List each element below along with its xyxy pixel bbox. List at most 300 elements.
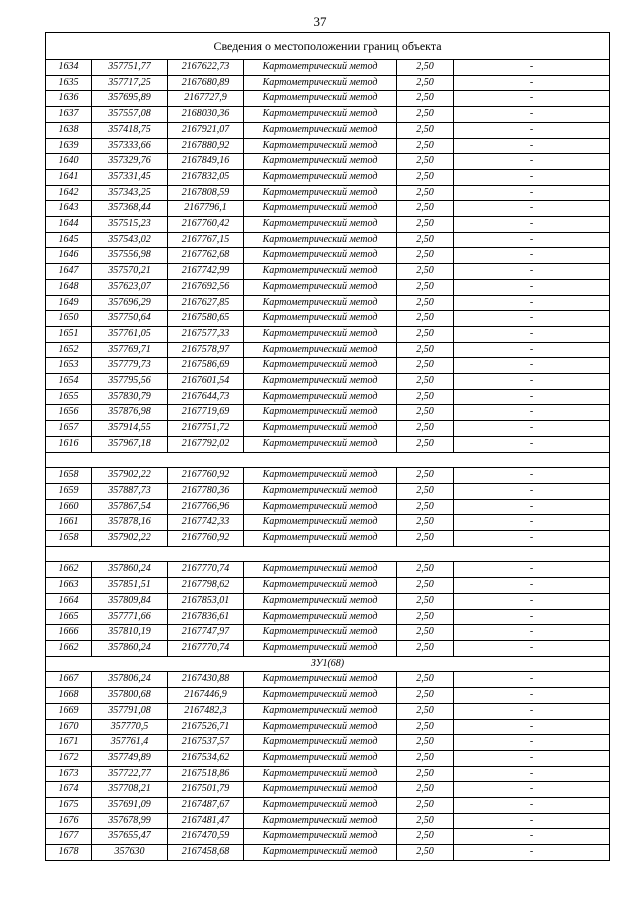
y-coordinate-cell: 2167692,56	[168, 279, 244, 295]
table-row	[46, 185, 610, 201]
point-number-cell: 1654	[46, 374, 92, 390]
description-cell: -	[454, 295, 610, 311]
x-coordinate-cell: 357770,5	[92, 719, 168, 735]
x-coordinate-cell: 357902,22	[92, 468, 168, 484]
precision-cell: 2,50	[397, 640, 454, 656]
precision-cell: 2,50	[397, 578, 454, 594]
table-row	[46, 122, 610, 138]
method-cell: Картометрический метод	[244, 264, 397, 280]
table-row	[46, 248, 610, 264]
point-number-cell: 1653	[46, 358, 92, 374]
point-number-cell: 1665	[46, 609, 92, 625]
table-row	[46, 483, 610, 499]
table-row	[46, 593, 610, 609]
x-coordinate-cell: 357800,68	[92, 688, 168, 704]
x-coordinate-cell: 357543,02	[92, 232, 168, 248]
x-coordinate-cell: 357860,24	[92, 640, 168, 656]
description-cell: -	[454, 389, 610, 405]
point-number-cell: 1650	[46, 311, 92, 327]
table-row	[46, 358, 610, 374]
precision-cell: 2,50	[397, 358, 454, 374]
table-row	[46, 798, 610, 814]
y-coordinate-cell: 2167853,01	[168, 593, 244, 609]
description-cell: -	[454, 279, 610, 295]
description-cell: -	[454, 515, 610, 531]
y-coordinate-cell: 2167537,57	[168, 735, 244, 751]
table-row	[46, 138, 610, 154]
description-cell: -	[454, 829, 610, 845]
table-row	[46, 169, 610, 185]
x-coordinate-cell: 357630	[92, 845, 168, 861]
y-coordinate-cell: 2167808,59	[168, 185, 244, 201]
method-cell: Картометрический метод	[244, 421, 397, 437]
method-cell: Картометрический метод	[244, 782, 397, 798]
x-coordinate-cell: 357717,25	[92, 75, 168, 91]
x-coordinate-cell: 357795,56	[92, 374, 168, 390]
y-coordinate-cell: 2167487,67	[168, 798, 244, 814]
table-row	[46, 766, 610, 782]
y-coordinate-cell: 2167727,9	[168, 91, 244, 107]
description-cell: -	[454, 342, 610, 358]
y-coordinate-cell: 2167760,92	[168, 468, 244, 484]
precision-cell: 2,50	[397, 703, 454, 719]
description-cell: -	[454, 138, 610, 154]
precision-cell: 2,50	[397, 468, 454, 484]
precision-cell: 2,50	[397, 169, 454, 185]
y-coordinate-cell: 2167742,33	[168, 515, 244, 531]
precision-cell: 2,50	[397, 264, 454, 280]
x-coordinate-cell: 357809,84	[92, 593, 168, 609]
point-number-cell: 1642	[46, 185, 92, 201]
boundary-coordinates-table	[45, 32, 610, 861]
table-title-row	[46, 33, 610, 60]
x-coordinate-cell: 357751,77	[92, 60, 168, 76]
precision-cell: 2,50	[397, 374, 454, 390]
x-coordinate-cell: 357761,05	[92, 326, 168, 342]
y-coordinate-cell: 2167760,92	[168, 531, 244, 547]
table-row	[46, 735, 610, 751]
description-cell: -	[454, 91, 610, 107]
method-cell: Картометрический метод	[244, 185, 397, 201]
method-cell: Картометрический метод	[244, 358, 397, 374]
y-coordinate-cell: 2167832,05	[168, 169, 244, 185]
description-cell: -	[454, 531, 610, 547]
x-coordinate-cell: 357769,71	[92, 342, 168, 358]
table-row	[46, 625, 610, 641]
table-row	[46, 436, 610, 452]
precision-cell: 2,50	[397, 279, 454, 295]
x-coordinate-cell: 357329,76	[92, 154, 168, 170]
table-row	[46, 342, 610, 358]
precision-cell: 2,50	[397, 515, 454, 531]
x-coordinate-cell: 357902,22	[92, 531, 168, 547]
y-coordinate-cell: 2167580,65	[168, 311, 244, 327]
table-row	[46, 279, 610, 295]
table-row	[46, 845, 610, 861]
table-row	[46, 640, 610, 656]
y-coordinate-cell: 2167796,1	[168, 201, 244, 217]
method-cell: Картометрический метод	[244, 625, 397, 641]
method-cell: Картометрический метод	[244, 436, 397, 452]
y-coordinate-cell: 2167586,69	[168, 358, 244, 374]
point-number-cell: 1645	[46, 232, 92, 248]
x-coordinate-cell: 357810,19	[92, 625, 168, 641]
point-number-cell: 1655	[46, 389, 92, 405]
y-coordinate-cell: 2167501,79	[168, 782, 244, 798]
y-coordinate-cell: 2168030,36	[168, 107, 244, 123]
precision-cell: 2,50	[397, 342, 454, 358]
x-coordinate-cell: 357557,08	[92, 107, 168, 123]
point-number-cell: 1646	[46, 248, 92, 264]
precision-cell: 2,50	[397, 750, 454, 766]
description-cell: -	[454, 201, 610, 217]
description-cell: -	[454, 845, 610, 861]
point-number-cell: 1662	[46, 640, 92, 656]
table-row	[46, 829, 610, 845]
description-cell: -	[454, 625, 610, 641]
precision-cell: 2,50	[397, 436, 454, 452]
y-coordinate-cell: 2167644,73	[168, 389, 244, 405]
table-row	[46, 405, 610, 421]
precision-cell: 2,50	[397, 295, 454, 311]
precision-cell: 2,50	[397, 201, 454, 217]
x-coordinate-cell: 357830,79	[92, 389, 168, 405]
precision-cell: 2,50	[397, 845, 454, 861]
description-cell: -	[454, 609, 610, 625]
method-cell: Картометрический метод	[244, 138, 397, 154]
point-number-cell: 1644	[46, 217, 92, 233]
method-cell: Картометрический метод	[244, 326, 397, 342]
y-coordinate-cell: 2167766,96	[168, 499, 244, 515]
page-number: 37	[313, 14, 327, 29]
precision-cell: 2,50	[397, 248, 454, 264]
precision-cell: 2,50	[397, 609, 454, 625]
point-number-cell: 1616	[46, 436, 92, 452]
description-cell: -	[454, 499, 610, 515]
method-cell: Картометрический метод	[244, 688, 397, 704]
point-number-cell: 1662	[46, 562, 92, 578]
point-number-cell: 1666	[46, 625, 92, 641]
description-cell: -	[454, 75, 610, 91]
method-cell: Картометрический метод	[244, 91, 397, 107]
precision-cell: 2,50	[397, 829, 454, 845]
method-cell: Картометрический метод	[244, 217, 397, 233]
method-cell: Картометрический метод	[244, 609, 397, 625]
x-coordinate-cell: 357771,66	[92, 609, 168, 625]
x-coordinate-cell: 357678,99	[92, 813, 168, 829]
precision-cell: 2,50	[397, 405, 454, 421]
point-number-cell: 1660	[46, 499, 92, 515]
method-cell: Картометрический метод	[244, 60, 397, 76]
point-number-cell: 1664	[46, 593, 92, 609]
table-row	[46, 374, 610, 390]
precision-cell: 2,50	[397, 389, 454, 405]
description-cell: -	[454, 436, 610, 452]
y-coordinate-cell: 2167578,97	[168, 342, 244, 358]
method-cell: Картометрический метод	[244, 374, 397, 390]
method-cell: Картометрический метод	[244, 640, 397, 656]
method-cell: Картометрический метод	[244, 829, 397, 845]
method-cell: Картометрический метод	[244, 735, 397, 751]
table-row	[46, 107, 610, 123]
method-cell: Картометрический метод	[244, 311, 397, 327]
precision-cell: 2,50	[397, 766, 454, 782]
description-cell: -	[454, 232, 610, 248]
method-cell: Картометрический метод	[244, 813, 397, 829]
y-coordinate-cell: 2167680,89	[168, 75, 244, 91]
table-row	[46, 264, 610, 280]
method-cell: Картометрический метод	[244, 531, 397, 547]
x-coordinate-cell: 357623,07	[92, 279, 168, 295]
description-cell: -	[454, 813, 610, 829]
table-body	[46, 33, 610, 861]
precision-cell: 2,50	[397, 60, 454, 76]
table-row	[46, 609, 610, 625]
point-number-cell: 1652	[46, 342, 92, 358]
x-coordinate-cell: 357750,64	[92, 311, 168, 327]
method-cell: Картометрический метод	[244, 798, 397, 814]
point-number-cell: 1635	[46, 75, 92, 91]
point-number-cell: 1648	[46, 279, 92, 295]
table-row	[46, 515, 610, 531]
description-cell: -	[454, 798, 610, 814]
precision-cell: 2,50	[397, 813, 454, 829]
section-caption: ЗУ1(68)	[46, 656, 610, 672]
y-coordinate-cell: 2167719,69	[168, 405, 244, 421]
y-coordinate-cell: 2167577,33	[168, 326, 244, 342]
precision-cell: 2,50	[397, 735, 454, 751]
x-coordinate-cell: 357867,54	[92, 499, 168, 515]
y-coordinate-cell: 2167747,97	[168, 625, 244, 641]
table-row	[46, 60, 610, 76]
method-cell: Картометрический метод	[244, 405, 397, 421]
x-coordinate-cell: 357343,25	[92, 185, 168, 201]
x-coordinate-cell: 357779,73	[92, 358, 168, 374]
method-cell: Картометрический метод	[244, 468, 397, 484]
y-coordinate-cell: 2167627,85	[168, 295, 244, 311]
table-row	[46, 703, 610, 719]
x-coordinate-cell: 357914,55	[92, 421, 168, 437]
precision-cell: 2,50	[397, 75, 454, 91]
method-cell: Картометрический метод	[244, 154, 397, 170]
description-cell: -	[454, 483, 610, 499]
y-coordinate-cell: 2167458,68	[168, 845, 244, 861]
precision-cell: 2,50	[397, 625, 454, 641]
x-coordinate-cell: 357570,21	[92, 264, 168, 280]
y-coordinate-cell: 2167751,72	[168, 421, 244, 437]
y-coordinate-cell: 2167770,74	[168, 562, 244, 578]
description-cell: -	[454, 405, 610, 421]
method-cell: Картометрический метод	[244, 593, 397, 609]
y-coordinate-cell: 2167430,88	[168, 672, 244, 688]
y-coordinate-cell: 2167849,16	[168, 154, 244, 170]
x-coordinate-cell: 357368,44	[92, 201, 168, 217]
description-cell: -	[454, 468, 610, 484]
point-number-cell: 1647	[46, 264, 92, 280]
precision-cell: 2,50	[397, 311, 454, 327]
precision-cell: 2,50	[397, 782, 454, 798]
method-cell: Картометрический метод	[244, 672, 397, 688]
x-coordinate-cell: 357761,4	[92, 735, 168, 751]
description-cell: -	[454, 154, 610, 170]
method-cell: Картометрический метод	[244, 499, 397, 515]
precision-cell: 2,50	[397, 798, 454, 814]
precision-cell: 2,50	[397, 138, 454, 154]
description-cell: -	[454, 169, 610, 185]
y-coordinate-cell: 2167481,47	[168, 813, 244, 829]
method-cell: Картометрический метод	[244, 295, 397, 311]
method-cell: Картометрический метод	[244, 578, 397, 594]
x-coordinate-cell: 357418,75	[92, 122, 168, 138]
method-cell: Картометрический метод	[244, 232, 397, 248]
method-cell: Картометрический метод	[244, 515, 397, 531]
precision-cell: 2,50	[397, 562, 454, 578]
x-coordinate-cell: 357695,89	[92, 91, 168, 107]
section-separator-row	[46, 656, 610, 672]
description-cell: -	[454, 358, 610, 374]
table-row	[46, 782, 610, 798]
description-cell: -	[454, 750, 610, 766]
x-coordinate-cell: 357333,66	[92, 138, 168, 154]
x-coordinate-cell: 357887,73	[92, 483, 168, 499]
description-cell: -	[454, 185, 610, 201]
table-row	[46, 295, 610, 311]
precision-cell: 2,50	[397, 688, 454, 704]
table-row	[46, 578, 610, 594]
precision-cell: 2,50	[397, 672, 454, 688]
x-coordinate-cell: 357749,89	[92, 750, 168, 766]
point-number-cell: 1674	[46, 782, 92, 798]
table-row	[46, 531, 610, 547]
x-coordinate-cell: 357791,08	[92, 703, 168, 719]
y-coordinate-cell: 2167792,02	[168, 436, 244, 452]
point-number-cell: 1677	[46, 829, 92, 845]
table-row	[46, 91, 610, 107]
x-coordinate-cell: 357515,23	[92, 217, 168, 233]
section-caption	[46, 452, 610, 468]
description-cell: -	[454, 122, 610, 138]
description-cell: -	[454, 107, 610, 123]
table-row	[46, 389, 610, 405]
point-number-cell: 1658	[46, 531, 92, 547]
description-cell: -	[454, 562, 610, 578]
method-cell: Картометрический метод	[244, 342, 397, 358]
description-cell: -	[454, 593, 610, 609]
description-cell: -	[454, 766, 610, 782]
method-cell: Картометрический метод	[244, 750, 397, 766]
x-coordinate-cell: 357655,47	[92, 829, 168, 845]
point-number-cell: 1659	[46, 483, 92, 499]
precision-cell: 2,50	[397, 122, 454, 138]
method-cell: Картометрический метод	[244, 248, 397, 264]
description-cell: -	[454, 578, 610, 594]
table-row	[46, 154, 610, 170]
y-coordinate-cell: 2167482,3	[168, 703, 244, 719]
description-cell: -	[454, 421, 610, 437]
table-row	[46, 75, 610, 91]
point-number-cell: 1669	[46, 703, 92, 719]
method-cell: Картометрический метод	[244, 562, 397, 578]
precision-cell: 2,50	[397, 719, 454, 735]
method-cell: Картометрический метод	[244, 389, 397, 405]
precision-cell: 2,50	[397, 232, 454, 248]
precision-cell: 2,50	[397, 421, 454, 437]
y-coordinate-cell: 2167836,61	[168, 609, 244, 625]
y-coordinate-cell: 2167760,42	[168, 217, 244, 233]
description-cell: -	[454, 719, 610, 735]
x-coordinate-cell: 357556,98	[92, 248, 168, 264]
point-number-cell: 1668	[46, 688, 92, 704]
table-row	[46, 468, 610, 484]
section-separator-row	[46, 452, 610, 468]
point-number-cell: 1634	[46, 60, 92, 76]
y-coordinate-cell: 2167880,92	[168, 138, 244, 154]
table-row	[46, 311, 610, 327]
method-cell: Картометрический метод	[244, 201, 397, 217]
point-number-cell: 1637	[46, 107, 92, 123]
point-number-cell: 1640	[46, 154, 92, 170]
method-cell: Картометрический метод	[244, 719, 397, 735]
y-coordinate-cell: 2167518,86	[168, 766, 244, 782]
table-row	[46, 688, 610, 704]
x-coordinate-cell: 357691,09	[92, 798, 168, 814]
point-number-cell: 1639	[46, 138, 92, 154]
precision-cell: 2,50	[397, 499, 454, 515]
method-cell: Картометрический метод	[244, 107, 397, 123]
x-coordinate-cell: 357860,24	[92, 562, 168, 578]
description-cell: -	[454, 264, 610, 280]
method-cell: Картометрический метод	[244, 766, 397, 782]
point-number-cell: 1636	[46, 91, 92, 107]
y-coordinate-cell: 2167780,36	[168, 483, 244, 499]
method-cell: Картометрический метод	[244, 483, 397, 499]
method-cell: Картометрический метод	[244, 169, 397, 185]
y-coordinate-cell: 2167742,99	[168, 264, 244, 280]
point-number-cell: 1676	[46, 813, 92, 829]
section-caption	[46, 546, 610, 562]
y-coordinate-cell: 2167446,9	[168, 688, 244, 704]
point-number-cell: 1670	[46, 719, 92, 735]
y-coordinate-cell: 2167770,74	[168, 640, 244, 656]
point-number-cell: 1661	[46, 515, 92, 531]
method-cell: Картометрический метод	[244, 279, 397, 295]
point-number-cell: 1643	[46, 201, 92, 217]
description-cell: -	[454, 672, 610, 688]
point-number-cell: 1663	[46, 578, 92, 594]
point-number-cell: 1678	[46, 845, 92, 861]
description-cell: -	[454, 248, 610, 264]
section-separator-row	[46, 546, 610, 562]
description-cell: -	[454, 782, 610, 798]
table-row	[46, 232, 610, 248]
table-row	[46, 499, 610, 515]
table-row	[46, 201, 610, 217]
y-coordinate-cell: 2167767,15	[168, 232, 244, 248]
method-cell: Картометрический метод	[244, 703, 397, 719]
precision-cell: 2,50	[397, 107, 454, 123]
method-cell: Картометрический метод	[244, 122, 397, 138]
x-coordinate-cell: 357878,16	[92, 515, 168, 531]
y-coordinate-cell: 2167534,62	[168, 750, 244, 766]
description-cell: -	[454, 703, 610, 719]
description-cell: -	[454, 374, 610, 390]
point-number-cell: 1656	[46, 405, 92, 421]
table-row	[46, 326, 610, 342]
point-number-cell: 1638	[46, 122, 92, 138]
table-row	[46, 719, 610, 735]
y-coordinate-cell: 2167762,68	[168, 248, 244, 264]
table-row	[46, 217, 610, 233]
